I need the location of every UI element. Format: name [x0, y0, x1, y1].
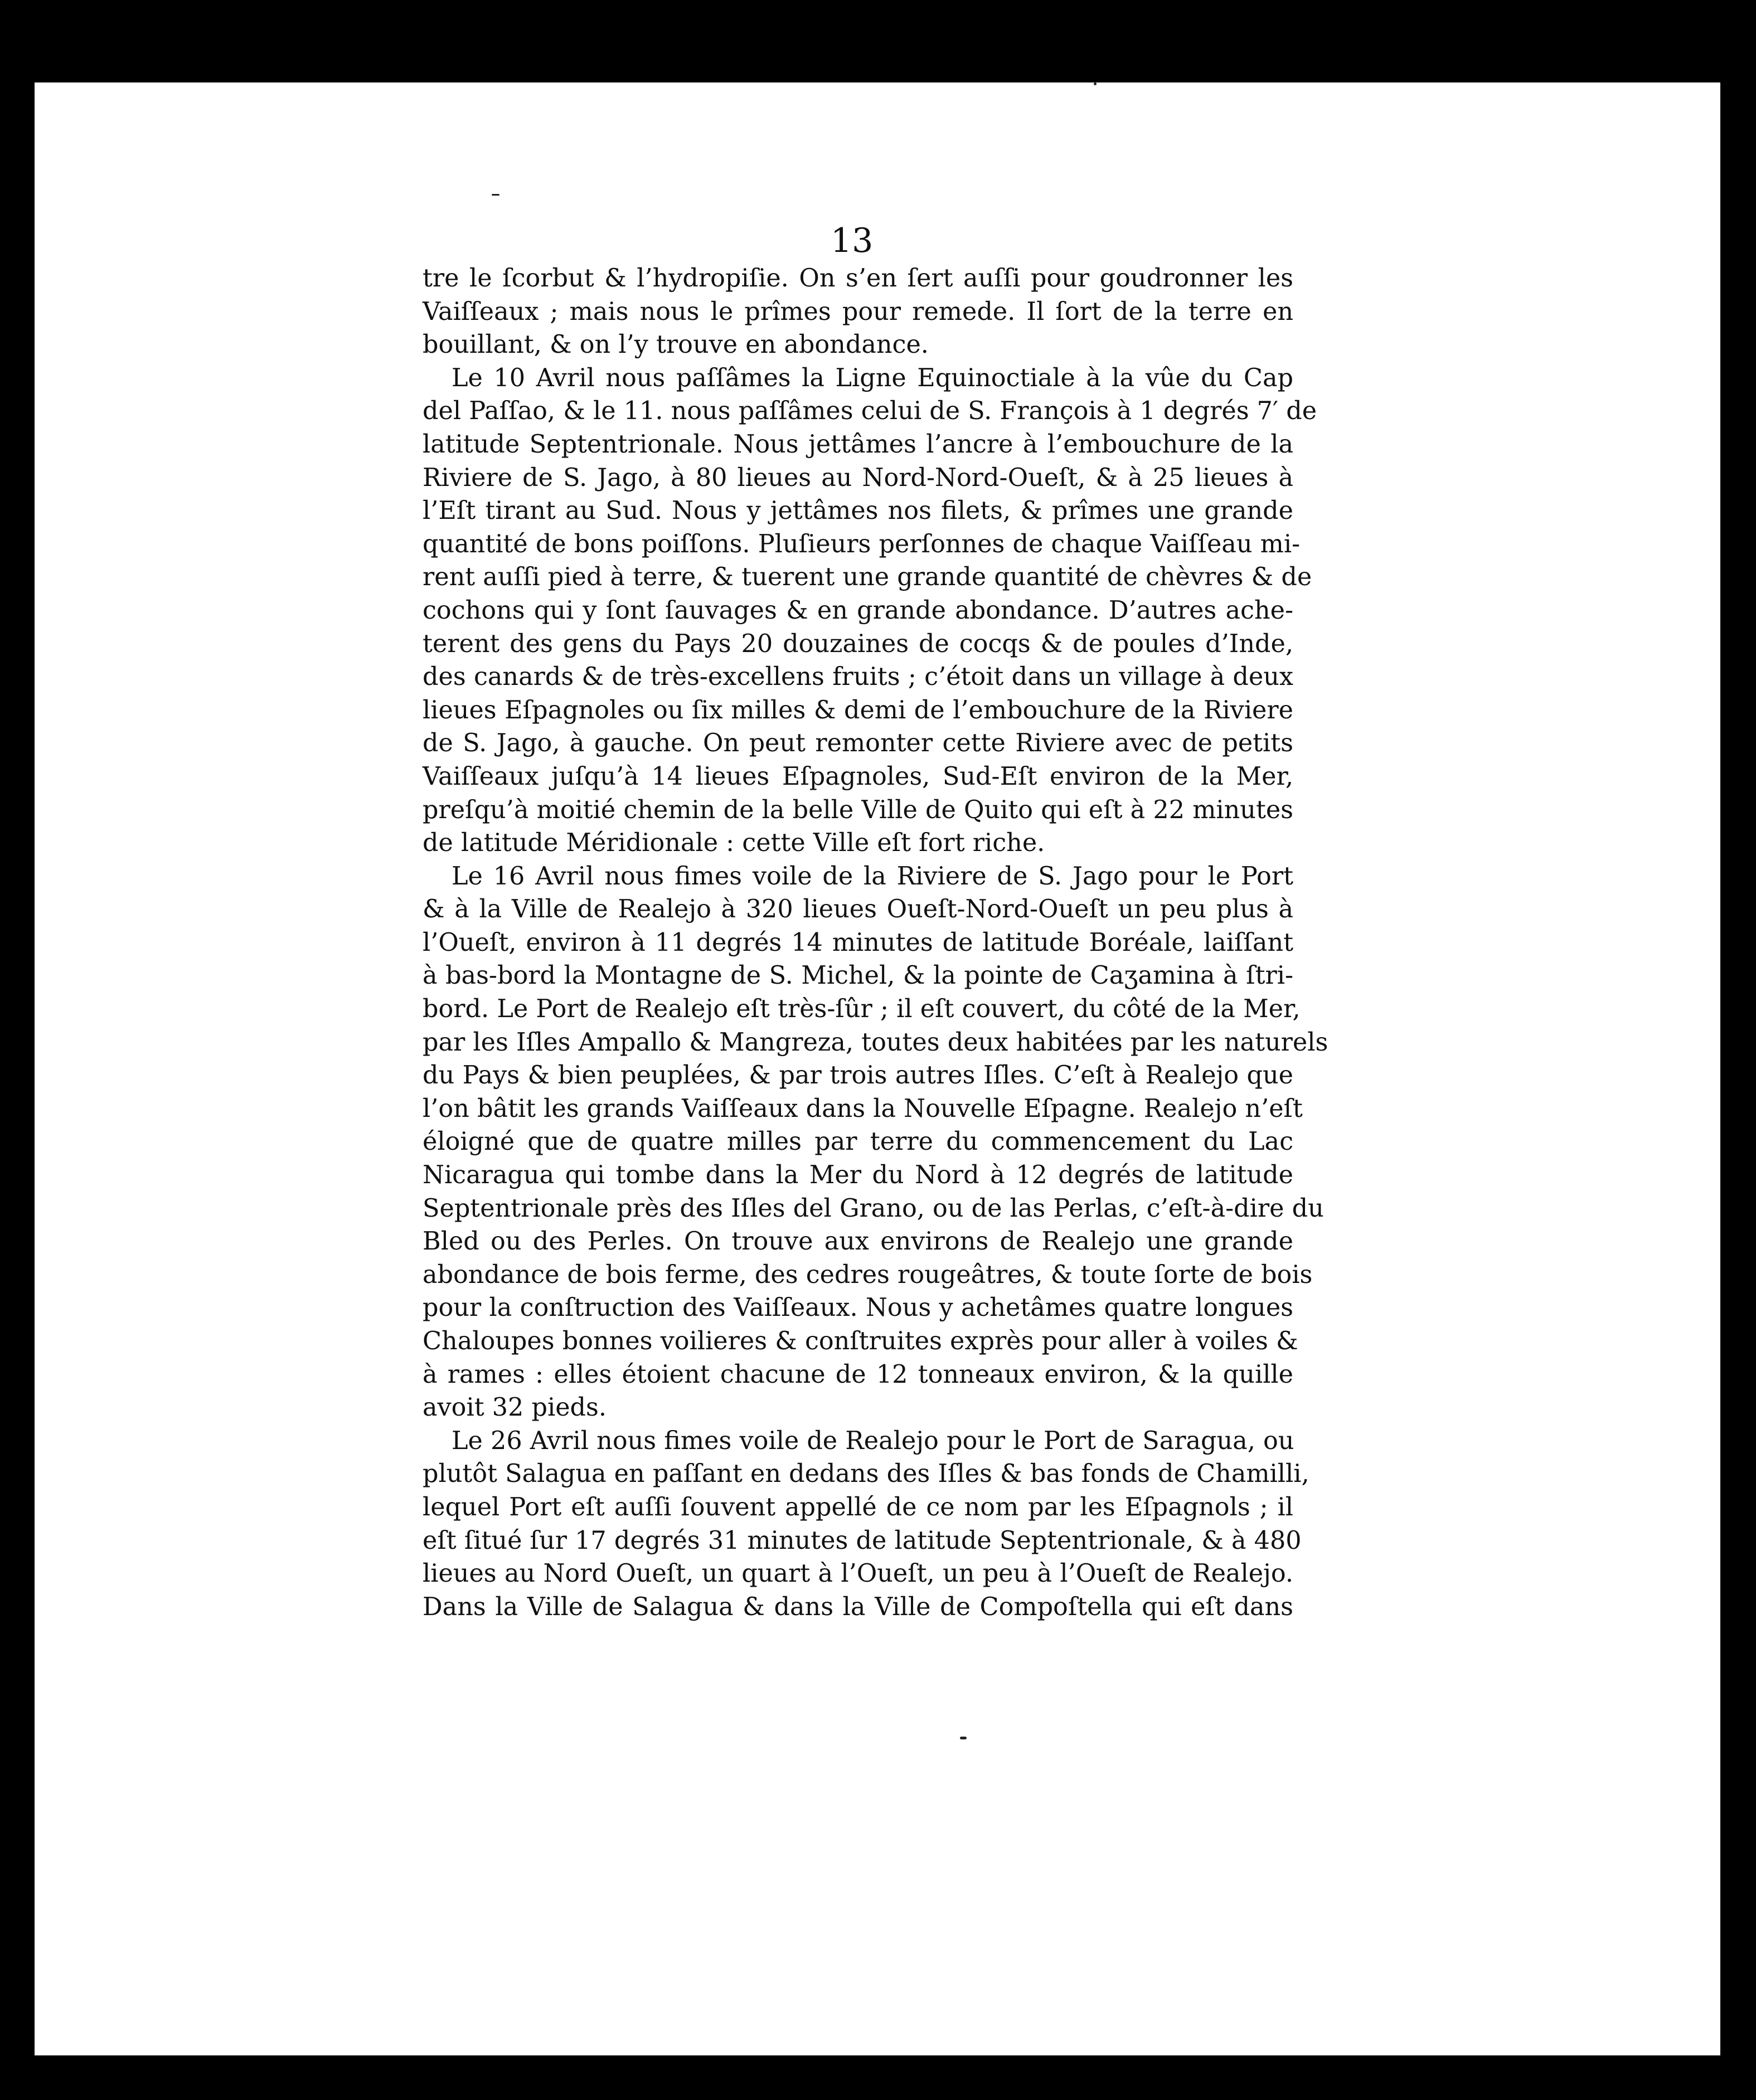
text-line: Vaiſſeaux juſqu’à 14 lieues Eſpagnoles, Sud-Eſt environ de la Mer, [423, 762, 1293, 791]
text-line: del Paſſao, & le 11. nous paſſâmes celui de S. François à 1 degrés 7′ de [423, 397, 1317, 426]
text-line: Nicaragua qui tombe dans la Mer du Nord à 12 degrés de latitude [423, 1161, 1293, 1190]
text-line: plutôt Salagua en paſſant en dedans des Iſles & bas fonds de Chamilli, [423, 1460, 1309, 1489]
ink-speck [492, 194, 499, 196]
text-line: de S. Jago, à gauche. On peut remonter cette Riviere avec de petits [423, 729, 1293, 758]
text-line: terent des gens du Pays 20 douzaines de cocqs & de poules d’Inde, [423, 629, 1293, 658]
text-line: Dans la Ville de Salagua & dans la Ville de Compoſtella qui eſt dans [423, 1592, 1293, 1621]
text-line: à rames : elles étoient chacune de 12 tonneaux environ, & la quille [423, 1360, 1293, 1389]
text-line: quantité de bons poiſſons. Pluſieurs perſonnes de chaque Vaiſſeau mi- [423, 529, 1301, 558]
text-line: l’on bâtit les grands Vaiſſeaux dans la Nouvelle Eſpagne. Realejo n’eſt [423, 1094, 1303, 1123]
text-line: Bled ou des Perles. On trouve aux environs de Realejo une grande [423, 1227, 1293, 1256]
text-line: lieues Eſpagnoles ou ſix milles & demi de l’embouchure de la Riviere [423, 696, 1293, 725]
text-line: Le 10 Avril nous paſſâmes la Ligne Equinoctiale à la vûe du Cap [452, 363, 1293, 392]
text-line: Vaiſſeaux ; mais nous le prîmes pour remede. Il ſort de la terre en [423, 297, 1293, 326]
page-number: 13 [831, 221, 874, 260]
text-line: eſt ſitué ſur 17 degrés 31 minutes de latitude Septentrionale, & à 480 [423, 1526, 1302, 1555]
text-line: Le 16 Avril nous fimes voile de la Riviere de S. Jago pour le Port [452, 862, 1293, 891]
text-line: bouillant, & on l’y trouve en abondance. [423, 330, 929, 359]
text-line: rent auſſi pied à terre, & tuerent une grande quantité de chèvres & de [423, 563, 1312, 592]
text-line: de latitude Méridionale : cette Ville eſt fort riche. [423, 829, 1045, 858]
text-line: l’Eſt tirant au Sud. Nous y jettâmes nos filets, & prîmes une grande [423, 497, 1293, 526]
text-line: & à la Ville de Realejo à 320 lieues Oueſt-Nord-Oueſt un peu plus à [423, 895, 1293, 924]
text-line: éloigné que de quatre milles par terre du commencement du Lac [423, 1127, 1293, 1156]
text-line: lieues au Nord Oueſt, un quart à l’Oueſt, un peu à l’Oueſt de Realejo. [423, 1559, 1293, 1588]
text-line: latitude Septentrionale. Nous jettâmes l’ancre à l’embouchure de la [423, 430, 1293, 459]
text-line: abondance de bois ferme, des cedres rougeâtres, & toute ſorte de bois [423, 1260, 1313, 1289]
ink-speck [1094, 82, 1097, 85]
text-line: lequel Port eſt auſſi ſouvent appellé de ce nom par les Eſpagnols ; il [423, 1493, 1293, 1521]
text-line: Riviere de S. Jago, à 80 lieues au Nord-Nord-Oueſt, & à 25 lieues à [423, 463, 1293, 492]
text-line: des canards & de très-excellens fruits ; c’étoit dans un village à deux [423, 663, 1293, 692]
text-line: tre le ſcorbut & l’hydropiſie. On s’en ſert auſſi pour goudronner les [423, 264, 1293, 293]
text-line: par les Iſles Ampallo & Mangreza, toutes deux habitées par les naturels [423, 1028, 1328, 1057]
page-body-text [423, 262, 1328, 1623]
ink-speck [960, 1737, 967, 1739]
text-line: Septentrionale près des Iſles del Grano, ou de las Perlas, c’eſt-à-dire du [423, 1194, 1324, 1223]
text-line: cochons qui y ſont ſauvages & en grande abondance. D’autres ache- [423, 596, 1293, 625]
book-page [35, 82, 1720, 2055]
text-line: preſqu’à moitié chemin de la belle Ville de Quito qui eſt à 22 minutes [423, 795, 1293, 824]
text-line: pour la conſtruction des Vaiſſeaux. Nous y achetâmes quatre longues [423, 1294, 1293, 1323]
text-line: bord. Le Port de Realejo eſt très-ſûr ; il eſt couvert, du côté de la Mer, [423, 995, 1301, 1024]
text-line: du Pays & bien peuplées, & par trois autres Iſles. C’eſt à Realejo que [423, 1061, 1293, 1090]
text-line: avoit 32 pieds. [423, 1393, 607, 1422]
text-line: à bas-bord la Montagne de S. Michel, & la pointe de Caʒamina à ſtri- [423, 961, 1293, 990]
text-line: Le 26 Avril nous fimes voile de Realejo pour le Port de Saragua, ou [452, 1426, 1294, 1455]
text-line: Chaloupes bonnes voilieres & conſtruites exprès pour aller à voiles & [423, 1327, 1298, 1355]
text-line: l’Oueſt, environ à 11 degrés 14 minutes de latitude Boréale, laiſſant [423, 928, 1293, 957]
